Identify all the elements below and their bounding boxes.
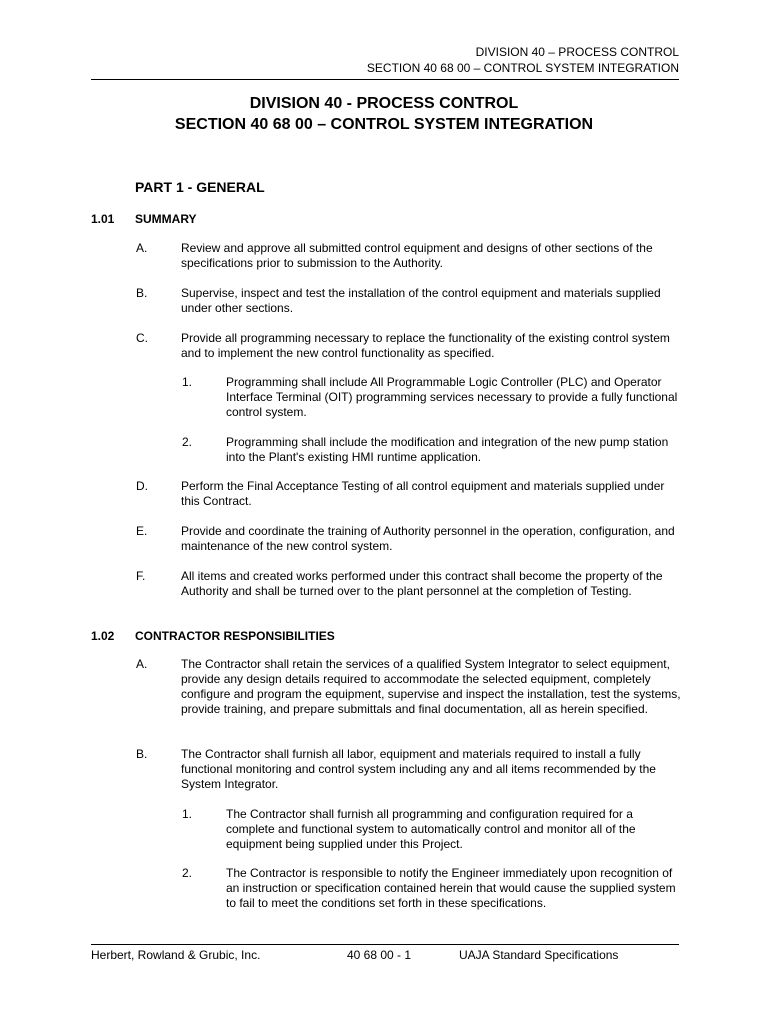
running-header-division: DIVISION 40 – PROCESS CONTROL xyxy=(475,45,679,59)
running-header-section: SECTION 40 68 00 – CONTROL SYSTEM INTEGRATION xyxy=(366,61,679,75)
footer-company: Herbert, Rowland & Grubic, Inc. xyxy=(91,948,261,962)
footer-rule xyxy=(91,944,679,945)
sub-item-label: 1. xyxy=(182,375,193,389)
list-item-label: A. xyxy=(136,657,148,671)
sub-item-text: Programming shall include All Programmable Logic Controller (PLC) and Operator Interface Terminal (OIT) programming services necessary to provide a fully functional control system. xyxy=(226,375,678,419)
list-item-text: Provide all programming necessary to replace the functionality of the existing control system and to implement the new control functionality as specified. xyxy=(181,331,670,360)
header-rule xyxy=(91,79,679,80)
sub-item-label: 1. xyxy=(182,807,193,821)
section-number: 1.01 xyxy=(91,212,115,226)
list-item-text: Provide and coordinate the training of Authority personnel in the operation, configuration, and maintenance of the new control system. xyxy=(181,524,675,553)
list-item-label: A. xyxy=(136,241,148,255)
list-item-label: F. xyxy=(136,569,146,583)
footer-spec-title: UAJA Standard Specifications xyxy=(459,948,619,962)
sub-item-text: Programming shall include the modification and integration of the new pump station into the Plant's existing HMI runtime application. xyxy=(226,435,669,464)
section-number: 1.02 xyxy=(91,629,115,643)
list-item-text: The Contractor shall retain the services of a qualified System Integrator to select equipment, provide any design details required to accommodate the selected equipment, completely configure and program the equipment, supervise and inspect the installation, test the systems, provide training, and prepare submittals and final documentation, all as herein specified. xyxy=(181,657,681,716)
sub-item-text: The Contractor is responsible to notify the Engineer immediately upon recognition of an instruction or specification contained herein that would cause the supplied system to fail to meet the conditions set forth in these specifications. xyxy=(226,866,676,910)
document-title-division: DIVISION 40 - PROCESS CONTROL xyxy=(249,95,519,112)
list-item-label: C. xyxy=(136,331,148,345)
list-item-label: E. xyxy=(136,524,148,538)
list-item-label: D. xyxy=(136,479,148,493)
document-title-section: SECTION 40 68 00 – CONTROL SYSTEM INTEGRATION xyxy=(174,116,594,133)
sub-item-text: The Contractor shall furnish all programming and configuration required for a complete and functional system to automatically control and monitor all of the equipment being supplied under this Project. xyxy=(226,807,636,851)
part-heading: PART 1 - GENERAL xyxy=(135,179,265,195)
list-item-text: Supervise, inspect and test the installation of the control equipment and materials supplied under other sections. xyxy=(181,286,661,315)
section-title: CONTRACTOR RESPONSIBILITIES xyxy=(135,629,335,643)
list-item-text: Review and approve all submitted control equipment and designs of other sections of the specifications prior to submission to the Authority. xyxy=(181,241,653,270)
list-item-text: The Contractor shall furnish all labor, equipment and materials required to install a fully functional monitoring and control system including any and all items recommended by the System Integrator. xyxy=(181,747,656,791)
list-item-text: Perform the Final Acceptance Testing of all control equipment and materials supplied under this Contract. xyxy=(181,479,665,508)
sub-item-label: 2. xyxy=(182,435,193,449)
list-item-label: B. xyxy=(136,747,148,761)
list-item-text: All items and created works performed under this contract shall become the property of the Authority and shall be turned over to the plant personnel at the completion of Testing. xyxy=(181,569,663,598)
section-title: SUMMARY xyxy=(135,212,197,226)
sub-item-label: 2. xyxy=(182,866,193,880)
list-item-label: B. xyxy=(136,286,148,300)
footer-page-number: 40 68 00 - 1 xyxy=(347,948,412,962)
